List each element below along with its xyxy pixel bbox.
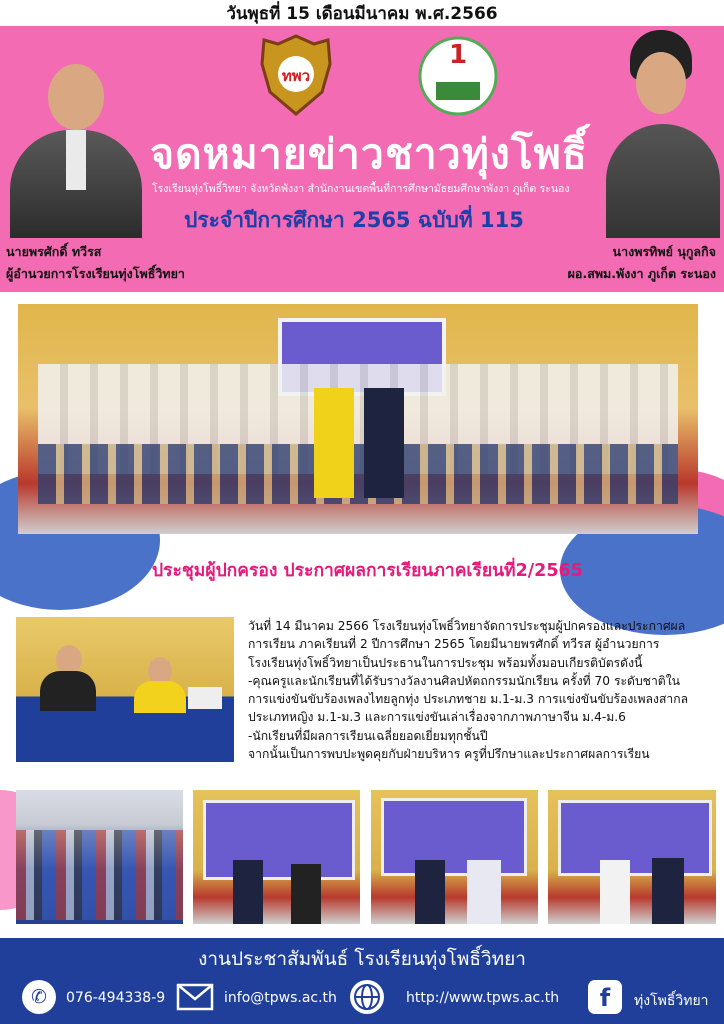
phone-icon: ✆ [22, 980, 56, 1014]
right-person-role: ผอ.สพม.พังงา ภูเก็ต ระนอง [567, 266, 716, 281]
school-logo-text: ทพว [281, 67, 311, 85]
phone-number[interactable]: 076-494338-9 [66, 990, 166, 1006]
newsletter-title: จดหมายข่าวชาวทุ่งโพธิ์ [150, 130, 588, 178]
award-photo [371, 790, 538, 924]
school-logo [256, 34, 336, 118]
globe-icon [350, 980, 384, 1014]
email-address[interactable]: info@tpws.ac.th [224, 990, 337, 1006]
issue-date: วันพุธที่ 15 เดือนมีนาคม พ.ศ.2566 [226, 4, 498, 24]
main-group-photo [18, 304, 698, 534]
left-person-photo [0, 26, 150, 238]
facebook-icon: f [588, 980, 622, 1014]
issue-number: ประจำปีการศึกษา 2565 ฉบับที่ 115 [184, 208, 524, 232]
emblem-number: 1 [448, 40, 468, 70]
award-photo [548, 790, 716, 924]
article-headline: ประชุมผู้ปกครอง ประกาศผลการเรียนภาคเรียนที่2/2565 [152, 561, 583, 581]
right-person-photo [600, 26, 724, 238]
article-line: การเรียน ภาคเรียนที่ 2 ปีการศึกษา 2565 โดยมีนายพรศักดิ์ ทวีรส ผู้อำนวยการ [248, 637, 660, 652]
article-line: โรงเรียนทุ่งโพธิ์วิทยาเป็นประธานในการประชุม พร้อมทั้งมอบเกียรติบัตรดังนี้ [248, 655, 643, 670]
article-line: -คุณครูและนักเรียนที่ได้รับรางวัลงานศิลปหัตถกรรมนักเรียน ครั้งที่ 70 ระดับชาติใน [248, 673, 680, 688]
website-link[interactable]: http://www.tpws.ac.th [406, 990, 560, 1006]
meeting-photo [16, 617, 234, 762]
school-subtitle: โรงเรียนทุ่งโพธิ์วิทยา จังหวัดพังงา สำนักงานเขตพื้นที่การศึกษามัธยมศึกษาพังงา ภูเก็ต ระนอง [152, 183, 570, 195]
award-photo [193, 790, 360, 924]
article-line: จากนั้นเป็นการพบปะพูดคุยกับฝ่ายบริหาร ครูที่ปรึกษาและประกาศผลการเรียน [248, 747, 650, 762]
article-line: วันที่ 14 มีนาคม 2566 โรงเรียนทุ่งโพธิ์วิทยาจัดการประชุมผู้ปกครองและประกาศผล [248, 619, 686, 633]
left-person-role: ผู้อำนวยการโรงเรียนทุ่งโพธิ์วิทยา [6, 266, 185, 281]
facebook-page[interactable]: ทุ่งโพธิ์วิทยา [634, 993, 709, 1009]
right-person-name: นางพรทิพย์ นุกูลกิจ [612, 244, 716, 259]
footer-title: งานประชาสัมพันธ์ โรงเรียนทุ่งโพธิ์วิทยา [198, 948, 526, 970]
left-person-name: นายพรศักดิ์ ทวีรส [6, 244, 102, 259]
audience-photo [16, 790, 183, 924]
article-line: ประเภทหญิง ม.1-ม.3 และการแข่งขันเล่าเรื่องจากภาพภาษาจีน ม.4-ม.6 [248, 710, 626, 725]
article-line: การแข่งขันขับร้องเพลงไทยลูกทุ่ง ประเภทชาย ม.1-ม.3 การแข่งขันขับร้องเพลงสากล [248, 692, 689, 707]
anniversary-emblem [418, 34, 498, 118]
envelope-icon [176, 980, 214, 1014]
article-body [248, 617, 688, 763]
article-line: -นักเรียนที่มีผลการเรียนเฉลี่ยยอดเยี่ยมทุกชั้นปี [248, 728, 488, 743]
